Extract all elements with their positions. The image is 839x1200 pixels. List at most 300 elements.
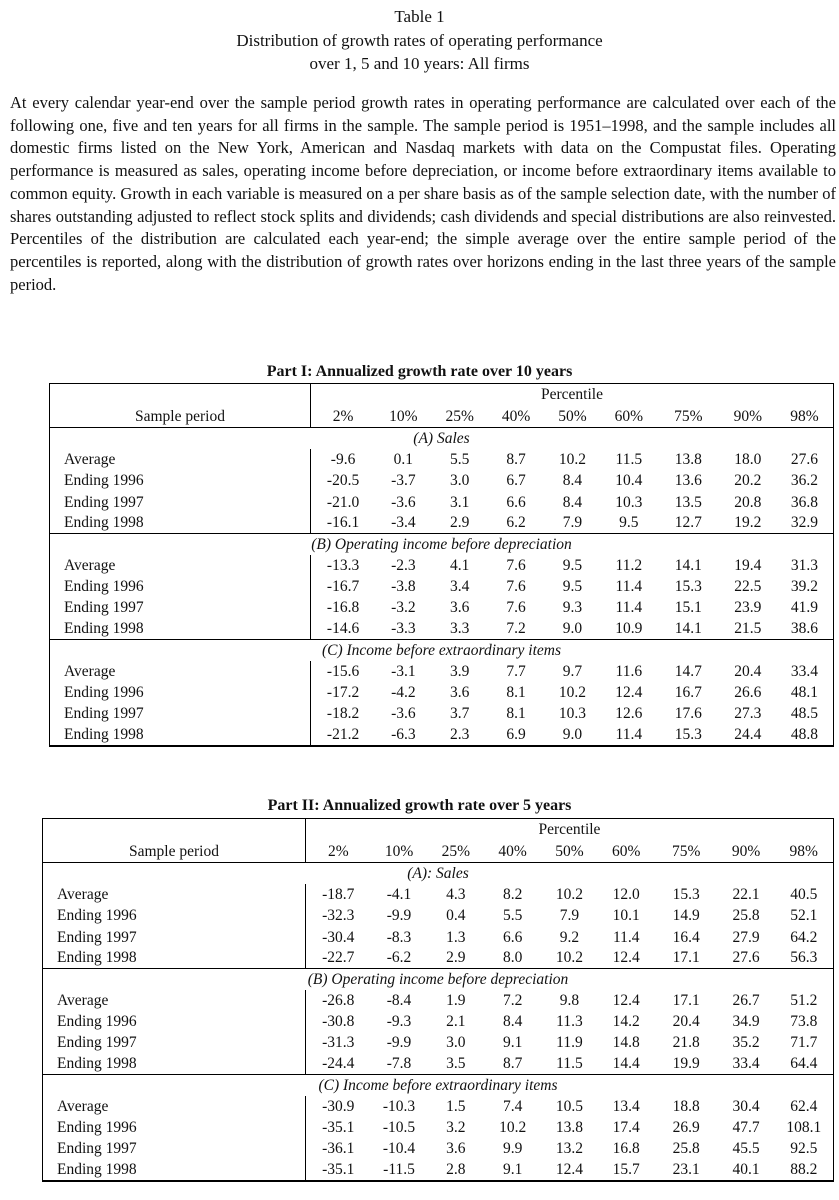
row-label: Ending 1998 xyxy=(43,1054,306,1075)
row-label: Ending 1998 xyxy=(50,725,311,746)
table-cell: 11.4 xyxy=(615,578,643,596)
table-row xyxy=(50,555,834,576)
table-cell: 25.8 xyxy=(732,907,760,925)
table-row xyxy=(50,725,834,746)
table-cell: 0.1 xyxy=(393,451,414,469)
percentile-column-header: 25% xyxy=(432,405,488,428)
table-row xyxy=(43,1160,834,1181)
table-cell: 45.5 xyxy=(732,1140,760,1158)
table-cell: 34.9 xyxy=(732,1013,760,1031)
row-label: Ending 1996 xyxy=(50,470,311,491)
row-label: Average xyxy=(50,555,311,576)
table-cell: -9.9 xyxy=(386,907,412,925)
row-label: Ending 1996 xyxy=(43,1117,306,1138)
row-label: Ending 1997 xyxy=(43,926,306,947)
row-label: Ending 1996 xyxy=(50,576,311,597)
table-cell: 7.7 xyxy=(506,663,526,681)
table-cell: 88.2 xyxy=(775,1160,834,1181)
table-cell: 17.1 xyxy=(672,992,700,1010)
table-cell: 8.7 xyxy=(506,451,526,469)
table-cell: 2.1 xyxy=(446,1013,466,1031)
table-cell: 7.9 xyxy=(559,907,580,925)
table-cell: -32.3 xyxy=(305,905,370,926)
table-cell: 4.3 xyxy=(446,886,466,904)
table-cell: -16.1 xyxy=(310,513,375,534)
section-row xyxy=(43,1075,834,1096)
table-cell: 15.3 xyxy=(657,725,720,746)
row-label: Average xyxy=(50,449,311,470)
table-cell: 20.4 xyxy=(734,663,762,681)
table-cell: 62.4 xyxy=(775,1096,834,1117)
part-1-table xyxy=(49,383,834,747)
table-row xyxy=(50,619,834,640)
table-row xyxy=(43,1138,834,1159)
table-row xyxy=(50,576,834,597)
table-cell: -3.6 xyxy=(391,705,416,723)
table-cell: -17.2 xyxy=(310,682,375,703)
table-cell: 14.1 xyxy=(674,557,702,575)
percentile-column-header: 98% xyxy=(775,840,834,863)
header-row-percentile xyxy=(43,819,834,840)
table-cell: 23.9 xyxy=(734,599,762,617)
table-cell: 10.3 xyxy=(558,705,586,723)
section-row xyxy=(50,534,834,555)
table-cell: -35.1 xyxy=(305,1160,370,1181)
table-cell: -11.5 xyxy=(371,1160,428,1181)
table-cell: 17.6 xyxy=(674,705,702,723)
row-label: Ending 1996 xyxy=(50,682,311,703)
table-cell: 3.3 xyxy=(450,620,470,638)
table-cell: -3.1 xyxy=(391,663,416,681)
table-row xyxy=(50,449,834,470)
row-label: Ending 1996 xyxy=(43,905,306,926)
table-cell: -13.3 xyxy=(310,555,375,576)
table-cell: -16.8 xyxy=(310,597,375,618)
table-cell: 38.6 xyxy=(776,619,834,640)
header-row-percentile xyxy=(50,384,834,405)
table-cell: 36.8 xyxy=(776,491,834,512)
table-cell: 11.5 xyxy=(556,1055,583,1073)
table-cell: 19.4 xyxy=(734,557,762,575)
table-cell: 36.2 xyxy=(776,470,834,491)
table-cell: -7.8 xyxy=(386,1055,412,1073)
table-row xyxy=(43,1096,834,1117)
table-cell: 13.2 xyxy=(555,1140,583,1158)
table-cell: -3.7 xyxy=(391,472,416,490)
table-cell: -9.9 xyxy=(386,1034,412,1052)
row-label: Ending 1998 xyxy=(50,513,311,534)
percentile-header: Percentile xyxy=(310,384,833,405)
table-cell: 7.6 xyxy=(506,578,526,596)
table-cell: 8.7 xyxy=(502,1055,523,1073)
table-cell: 12.4 xyxy=(615,684,643,702)
table-row xyxy=(50,470,834,491)
row-label: Ending 1996 xyxy=(43,1011,306,1032)
table-cell: 7.9 xyxy=(562,514,583,532)
table-cell: 7.6 xyxy=(506,599,526,617)
table-cell: 7.4 xyxy=(502,1098,523,1116)
table-cell: 10.4 xyxy=(615,472,643,490)
table-cell: -35.1 xyxy=(305,1117,370,1138)
table-cell: 27.6 xyxy=(776,449,834,470)
table-cell: 10.1 xyxy=(612,907,640,925)
percentile-column-header: 98% xyxy=(776,405,834,428)
table-cell: 92.5 xyxy=(775,1138,834,1159)
table-cell: -3.2 xyxy=(391,599,416,617)
table-cell: 9.3 xyxy=(562,599,583,617)
table-cell: 9.0 xyxy=(544,725,600,746)
table-cell: 14.2 xyxy=(612,1013,640,1031)
table-title-line-2: over 1, 5 and 10 years: All firms xyxy=(309,54,530,73)
table-cell: 11.2 xyxy=(615,557,643,575)
table-cell: 7.2 xyxy=(506,620,526,638)
table-cell: -15.6 xyxy=(310,661,375,682)
table-cell: -6.2 xyxy=(386,949,412,967)
table-cell: 3.6 xyxy=(446,1140,466,1158)
table-row xyxy=(43,948,834,969)
table-cell: 10.2 xyxy=(555,886,583,904)
table-cell: 6.6 xyxy=(506,493,526,511)
section-row xyxy=(50,640,834,661)
section-row xyxy=(50,428,834,449)
table-row xyxy=(50,491,834,512)
section-row xyxy=(43,863,834,884)
table-row xyxy=(43,1011,834,1032)
table-cell: 19.9 xyxy=(672,1055,700,1073)
table-cell: 52.1 xyxy=(775,905,834,926)
percentile-header: Percentile xyxy=(305,819,833,840)
table-cell: 14.4 xyxy=(612,1055,640,1073)
table-cell: 14.9 xyxy=(672,907,700,925)
table-cell: 6.9 xyxy=(488,725,544,746)
row-label: Ending 1997 xyxy=(50,491,311,512)
table-cell: 1.5 xyxy=(446,1098,466,1116)
table-cell: 3.0 xyxy=(450,472,470,490)
table-cell: 9.8 xyxy=(559,992,580,1010)
table-cell: 9.5 xyxy=(562,578,583,596)
row-label: Ending 1998 xyxy=(43,948,306,969)
percentile-column-header: 40% xyxy=(484,840,541,863)
table-cell: 10.3 xyxy=(615,493,643,511)
table-cell: 5.5 xyxy=(502,907,523,925)
part-1-title: Part I: Annualized growth rate over 10 years xyxy=(266,363,573,380)
section-title: (B) Operating income before depreciation xyxy=(43,969,834,990)
section-title: (B) Operating income before depreciation xyxy=(50,534,834,555)
table-cell: 16.4 xyxy=(672,928,700,946)
table-row xyxy=(50,513,834,534)
table-cell: 12.0 xyxy=(612,886,640,904)
table-cell: -6.3 xyxy=(375,725,431,746)
table-cell: -30.9 xyxy=(305,1096,370,1117)
table-cell: 11.9 xyxy=(556,1034,583,1052)
row-label: Ending 1997 xyxy=(50,703,311,724)
table-cell: 17.4 xyxy=(612,1119,640,1137)
table-cell: 9.5 xyxy=(562,557,583,575)
table-cell: 12.7 xyxy=(674,514,702,532)
table-cell: 7.6 xyxy=(506,557,526,575)
table-cell: -22.7 xyxy=(305,948,370,969)
percentile-column-header: 50% xyxy=(541,840,598,863)
part-2-table xyxy=(42,818,834,1182)
table-cell: -10.4 xyxy=(382,1140,416,1158)
sample-period-header: Sample period xyxy=(50,405,311,428)
sample-period-header: Sample period xyxy=(43,840,306,863)
table-cell: -14.6 xyxy=(310,619,375,640)
table-row xyxy=(43,990,834,1011)
table-cell: 27.6 xyxy=(732,949,760,967)
table-cell: 11.3 xyxy=(556,1013,583,1031)
table-cell: 19.2 xyxy=(734,514,762,532)
table-cell: 8.4 xyxy=(562,472,583,490)
row-label: Ending 1998 xyxy=(43,1160,306,1181)
table-cell: 11.4 xyxy=(601,725,657,746)
section-title: (C) Income before extraordinary items xyxy=(50,640,834,661)
table-cell: 15.7 xyxy=(598,1160,655,1181)
table-cell: 64.2 xyxy=(775,926,834,947)
table-cell: 18.0 xyxy=(734,451,762,469)
table-cell: 26.6 xyxy=(734,684,762,702)
table-cell: -18.2 xyxy=(310,703,375,724)
row-label: Ending 1997 xyxy=(43,1032,306,1053)
table-row xyxy=(43,926,834,947)
table-title-line-1: Distribution of growth rates of operating performance xyxy=(236,31,603,50)
table-cell: 27.9 xyxy=(732,928,760,946)
table-cell: 9.7 xyxy=(562,663,583,681)
table-cell: 10.9 xyxy=(615,620,643,638)
table-cell: 8.1 xyxy=(506,684,526,702)
table-cell: -3.3 xyxy=(391,620,416,638)
table-cell: 8.0 xyxy=(502,949,523,967)
table-cell: 22.1 xyxy=(732,886,760,904)
section-title: (A): Sales xyxy=(43,863,834,884)
table-cell: -16.7 xyxy=(310,576,375,597)
percentile-column-header: 50% xyxy=(544,405,600,428)
section-title: (A) Sales xyxy=(50,428,834,449)
table-cell: 2.9 xyxy=(450,514,470,532)
percentile-column-header: 10% xyxy=(375,405,431,428)
table-cell: 32.9 xyxy=(776,513,834,534)
table-cell: 11.5 xyxy=(615,451,643,469)
table-cell: -20.5 xyxy=(310,470,375,491)
header-blank-cell xyxy=(50,384,311,405)
table-cell: 21.8 xyxy=(672,1034,700,1052)
table-cell: -9.6 xyxy=(310,449,375,470)
table-cell: 25.8 xyxy=(672,1140,700,1158)
row-label: Ending 1997 xyxy=(50,597,311,618)
table-cell: 26.7 xyxy=(732,992,760,1010)
table-cell: 56.3 xyxy=(775,948,834,969)
table-cell: 2.9 xyxy=(446,949,466,967)
table-cell: 11.6 xyxy=(615,663,643,681)
table-cell: 10.2 xyxy=(499,1119,527,1137)
table-cell: -30.4 xyxy=(305,926,370,947)
table-cell: 12.4 xyxy=(612,949,640,967)
table-cell: 48.8 xyxy=(776,725,834,746)
table-cell: 48.5 xyxy=(776,703,834,724)
table-cell: 39.2 xyxy=(776,576,834,597)
table-cell: 12.4 xyxy=(612,992,640,1010)
table-cell: 10.2 xyxy=(558,684,586,702)
table-cell: 40.5 xyxy=(775,884,834,905)
table-cell: 33.4 xyxy=(776,661,834,682)
table-cell: -10.5 xyxy=(382,1119,416,1137)
table-cell: 9.1 xyxy=(502,1034,523,1052)
header-row-columns xyxy=(50,405,834,428)
table-cell: 10.5 xyxy=(555,1098,583,1116)
table-cell: 27.3 xyxy=(734,705,762,723)
percentile-column-header: 75% xyxy=(657,405,720,428)
table-cell: 6.6 xyxy=(502,928,523,946)
table-cell: 40.1 xyxy=(718,1160,775,1181)
table-cell: -26.8 xyxy=(305,990,370,1011)
table-cell: 16.8 xyxy=(612,1140,640,1158)
table-cell: 35.2 xyxy=(732,1034,760,1052)
percentile-column-header: 10% xyxy=(371,840,428,863)
table-cell: 3.1 xyxy=(450,493,470,511)
row-label: Average xyxy=(50,661,311,682)
table-row xyxy=(50,703,834,724)
table-cell: 9.5 xyxy=(619,514,639,532)
row-label: Average xyxy=(43,1096,306,1117)
table-cell: 3.4 xyxy=(450,578,470,596)
row-label: Ending 1998 xyxy=(50,619,311,640)
table-cell: 11.4 xyxy=(615,599,643,617)
table-cell: 3.6 xyxy=(450,684,470,702)
table-cell: -2.3 xyxy=(391,557,416,575)
percentile-column-header: 60% xyxy=(601,405,657,428)
table-cell: 64.4 xyxy=(775,1054,834,1075)
table-cell: 17.1 xyxy=(672,949,700,967)
section-row xyxy=(43,969,834,990)
table-cell: 0.4 xyxy=(446,907,466,925)
table-cell: 16.7 xyxy=(674,684,702,702)
table-cell: -8.4 xyxy=(386,992,412,1010)
table-cell: 21.5 xyxy=(734,620,762,638)
table-cell: 12.6 xyxy=(615,705,643,723)
percentile-column-header: 40% xyxy=(488,405,544,428)
table-row xyxy=(50,682,834,703)
table-cell: 3.5 xyxy=(446,1055,466,1073)
table-row xyxy=(43,905,834,926)
table-cell: -21.2 xyxy=(310,725,375,746)
table-cell: 73.8 xyxy=(775,1011,834,1032)
table-cell: 13.8 xyxy=(555,1119,583,1137)
table-row xyxy=(43,1054,834,1075)
table-cell: 23.1 xyxy=(655,1160,718,1181)
table-row xyxy=(50,661,834,682)
table-cell: 1.9 xyxy=(446,992,466,1010)
table-cell: 48.1 xyxy=(776,682,834,703)
percentile-column-header: 75% xyxy=(655,840,718,863)
percentile-column-header: 90% xyxy=(720,405,776,428)
table-cell: 3.2 xyxy=(446,1119,466,1137)
table-cell: 2.3 xyxy=(432,725,488,746)
table-cell: -3.6 xyxy=(391,493,416,511)
table-label: Table 1 xyxy=(394,7,445,26)
table-row xyxy=(43,1032,834,1053)
table-cell: 7.2 xyxy=(502,992,523,1010)
table-cell: 3.7 xyxy=(450,705,470,723)
table-cell: 14.7 xyxy=(674,663,702,681)
table-cell: 31.3 xyxy=(776,555,834,576)
table-cell: 12.4 xyxy=(541,1160,598,1181)
table-cell: 51.2 xyxy=(775,990,834,1011)
table-cell: -31.3 xyxy=(305,1032,370,1053)
table-cell: 9.9 xyxy=(502,1140,523,1158)
table-cell: -10.3 xyxy=(382,1098,416,1116)
table-cell: 3.6 xyxy=(450,599,470,617)
table-cell: -4.1 xyxy=(386,886,412,904)
table-cell: -4.2 xyxy=(391,684,416,702)
table-cell: 8.4 xyxy=(502,1013,523,1031)
table-cell: 14.1 xyxy=(674,620,702,638)
percentile-column-header: 60% xyxy=(598,840,655,863)
table-cell: 108.1 xyxy=(775,1117,834,1138)
table-cell: -3.4 xyxy=(391,514,416,532)
table-cell: -18.7 xyxy=(305,884,370,905)
header-blank-cell xyxy=(43,819,306,840)
percentile-column-header: 90% xyxy=(718,840,775,863)
percentile-column-header: 2% xyxy=(305,840,370,863)
table-cell: 3.9 xyxy=(450,663,470,681)
table-cell: 18.8 xyxy=(672,1098,700,1116)
table-cell: 4.1 xyxy=(450,557,470,575)
table-cell: 33.4 xyxy=(732,1055,760,1073)
row-label: Average xyxy=(43,884,306,905)
table-cell: 71.7 xyxy=(775,1032,834,1053)
table-row xyxy=(50,597,834,618)
percentile-column-header: 25% xyxy=(427,840,484,863)
table-cell: 6.7 xyxy=(506,472,526,490)
table-cell: 26.9 xyxy=(672,1119,700,1137)
table-cell: -24.4 xyxy=(305,1054,370,1075)
table-cell: 15.3 xyxy=(674,578,702,596)
part-2-title: Part II: Annualized growth rate over 5 years xyxy=(267,797,572,814)
header-row-columns xyxy=(43,840,834,863)
table-cell: 1.3 xyxy=(446,928,466,946)
table-cell: 20.4 xyxy=(672,1013,700,1031)
table-row xyxy=(43,1117,834,1138)
row-label: Ending 1997 xyxy=(43,1138,306,1159)
table-cell: -21.0 xyxy=(310,491,375,512)
section-title: (C) Income before extraordinary items xyxy=(43,1075,834,1096)
table-cell: 30.4 xyxy=(732,1098,760,1116)
table-cell: 8.1 xyxy=(506,705,526,723)
table-cell: 22.5 xyxy=(734,578,762,596)
row-label: Average xyxy=(43,990,306,1011)
table-cell: 9.2 xyxy=(559,928,580,946)
table-cell: 10.2 xyxy=(558,451,586,469)
table-cell: 8.2 xyxy=(502,886,523,904)
table-cell: 9.0 xyxy=(562,620,583,638)
table-row xyxy=(43,884,834,905)
table-cell: 6.2 xyxy=(506,514,526,532)
table-cell: 5.5 xyxy=(450,451,470,469)
table-cell: 13.8 xyxy=(674,451,702,469)
table-cell: 24.4 xyxy=(720,725,776,746)
table-cell: 13.4 xyxy=(612,1098,640,1116)
table-cell: 2.8 xyxy=(427,1160,484,1181)
table-cell: -3.8 xyxy=(391,578,416,596)
table-cell: 20.2 xyxy=(734,472,762,490)
table-cell: 41.9 xyxy=(776,597,834,618)
table-cell: -9.3 xyxy=(386,1013,412,1031)
table-cell: 13.5 xyxy=(674,493,702,511)
table-cell: 47.7 xyxy=(732,1119,760,1137)
table-cell: 14.8 xyxy=(612,1034,640,1052)
table-cell: -8.3 xyxy=(386,928,412,946)
table-cell: 8.4 xyxy=(562,493,583,511)
